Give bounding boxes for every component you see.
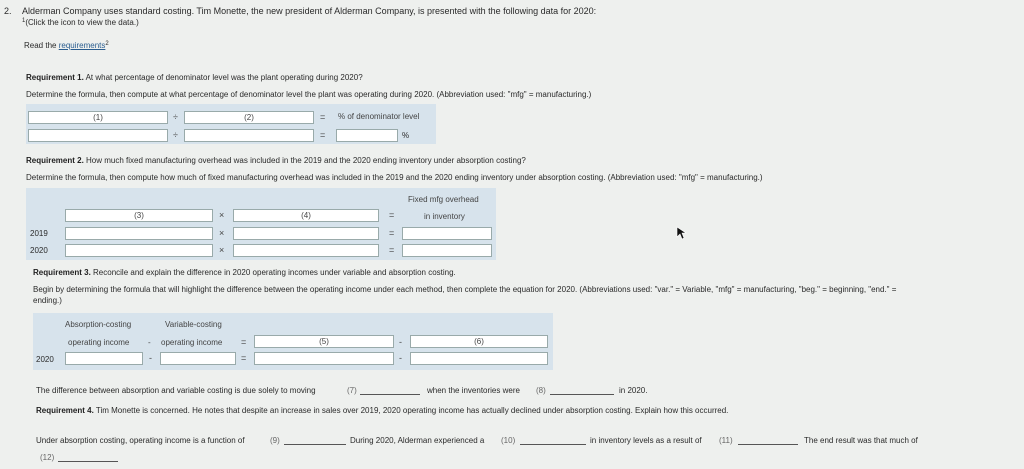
input-2019-a[interactable]: [65, 227, 213, 240]
req3-instruction-line2: ending.): [33, 296, 62, 305]
formula-input-5[interactable]: (5): [254, 335, 394, 348]
difference-text-c: in 2020.: [619, 386, 648, 395]
blank-10-label: (10): [501, 436, 516, 445]
requirements-link[interactable]: requirements: [58, 41, 106, 50]
footnote-marker: 1: [22, 18, 26, 24]
formula-input-3[interactable]: (3): [65, 209, 213, 222]
divide-operator: ÷: [173, 112, 178, 122]
req1-heading: [26, 73, 363, 82]
footnote-marker: 2: [105, 41, 109, 47]
equals-operator: =: [320, 130, 326, 140]
input-2019-b[interactable]: [233, 227, 379, 240]
value-input-1[interactable]: [28, 129, 168, 142]
year-2020-label: 2020: [30, 246, 48, 255]
blank-9-dropdown[interactable]: [284, 444, 346, 445]
equals-operator: =: [320, 112, 326, 122]
req4-line-b: During 2020, Alderman experienced a: [350, 436, 485, 445]
blank-7-label: (7): [347, 386, 357, 395]
equals-operator: =: [389, 245, 395, 255]
year-2019-label: 2019: [30, 229, 48, 238]
req4-question: Tim Monette is concerned. He notes that despite an increase in sales over 2019, 2020 operating income has actually declined under absorption costing. Explain how this occurred.: [93, 406, 729, 415]
in-inventory-header: in inventory: [424, 212, 465, 221]
minus-operator: -: [149, 353, 152, 363]
equals-operator: =: [241, 353, 247, 363]
difference-text-b: when the inventories were: [427, 386, 520, 395]
blank-11-label: (11): [719, 436, 733, 445]
req3-instruction-line1: Begin by determining the formula that will highlight the difference between the operating income under each method, then complete the equation for 2020. (Abbreviations used: "var." = Variable, "mfg" = manufacturing, "beg." = beginning, "end." =: [33, 285, 897, 294]
req4-label: Requirement 4.: [36, 406, 94, 415]
question-intro: Alderman Company uses standard costing. Tim Monette, the new president of Alderman Company, is presented with the following data for 2020:: [22, 6, 597, 16]
mouse-cursor-icon: [676, 226, 688, 240]
req1-label: Requirement 1.: [26, 73, 84, 82]
req3-label: Requirement 3.: [33, 268, 91, 277]
absorption-income-input[interactable]: [65, 352, 143, 365]
times-operator: ×: [219, 210, 225, 220]
req4-heading: [36, 406, 728, 415]
req3-question: Reconcile and explain the difference in 2020 operating incomes under variable and absorption costing.: [90, 268, 456, 277]
minus-operator: -: [399, 337, 402, 347]
formula-input-6[interactable]: (6): [410, 335, 548, 348]
equals-operator: =: [389, 228, 395, 238]
year-2020-label: 2020: [36, 355, 54, 364]
data-icon-note[interactable]: [22, 18, 139, 27]
times-operator: ×: [219, 245, 225, 255]
req1-instruction: Determine the formula, then compute at what percentage of denominator level the plant was operating during 2020. (Abbreviation used: "mfg" = manufacturing.): [26, 90, 592, 99]
formula-input-1[interactable]: (1): [28, 111, 168, 124]
blank-7-dropdown[interactable]: [360, 394, 420, 395]
input-6-value[interactable]: [410, 352, 548, 365]
variable-header-line2: operating income: [161, 338, 223, 347]
minus-operator: -: [399, 353, 402, 363]
input-5-value[interactable]: [254, 352, 394, 365]
blank-11-dropdown[interactable]: [738, 444, 798, 445]
absorption-header-line2: operating income: [68, 338, 130, 347]
req4-line-a: Under absorption costing, operating income is a function of: [36, 436, 245, 445]
formula-input-2[interactable]: (2): [184, 111, 314, 124]
click-note-text: (Click the icon to view the data.): [25, 18, 139, 27]
divide-operator: ÷: [173, 130, 178, 140]
formula-input-4[interactable]: (4): [233, 209, 379, 222]
absorption-header-line1: Absorption-costing: [65, 320, 132, 329]
input-2019-result[interactable]: [402, 227, 492, 240]
req2-instruction: Determine the formula, then compute how much of fixed manufacturing overhead was included in the 2019 and the 2020 ending inventory under absorption costing. (Abbreviation used: "mfg" = manufacturing.): [26, 173, 763, 182]
read-prefix: Read the: [24, 41, 59, 50]
equals-operator: =: [389, 210, 395, 220]
variable-header-line1: Variable-costing: [165, 320, 222, 329]
percent-sign: %: [402, 131, 410, 140]
difference-text-a: The difference between absorption and variable costing is due solely to moving: [36, 386, 316, 395]
blank-8-dropdown[interactable]: [550, 394, 614, 395]
fixed-mfg-header: Fixed mfg overhead: [408, 195, 479, 204]
equals-operator: =: [241, 337, 247, 347]
req1-question: At what percentage of denominator level was the plant operating during 2020?: [83, 73, 363, 82]
req2-label: Requirement 2.: [26, 156, 84, 165]
times-operator: ×: [219, 228, 225, 238]
input-2020-b[interactable]: [233, 244, 379, 257]
result-label: % of denominator level: [338, 112, 420, 121]
req2-heading: [26, 156, 526, 165]
minus-operator: -: [148, 338, 151, 347]
blank-9-label: (9): [270, 436, 280, 445]
question-number: 2.: [4, 6, 12, 16]
req4-line-d: The end result was that much of: [804, 436, 918, 445]
read-requirements-line: [24, 41, 109, 50]
blank-10-dropdown[interactable]: [520, 444, 586, 445]
input-2020-a[interactable]: [65, 244, 213, 257]
result-percent-input[interactable]: [336, 129, 398, 142]
input-2020-result[interactable]: [402, 244, 492, 257]
req4-line-c: in inventory levels as a result of: [590, 436, 702, 445]
blank-12-label: (12): [40, 453, 55, 462]
req2-question: How much fixed manufacturing overhead was included in the 2019 and the 2020 ending inventory under absorption costing?: [83, 156, 526, 165]
blank-12-dropdown[interactable]: [58, 461, 118, 462]
blank-8-label: (8): [536, 386, 546, 395]
variable-income-input[interactable]: [160, 352, 236, 365]
value-input-2[interactable]: [184, 129, 314, 142]
req3-heading: [33, 268, 456, 277]
